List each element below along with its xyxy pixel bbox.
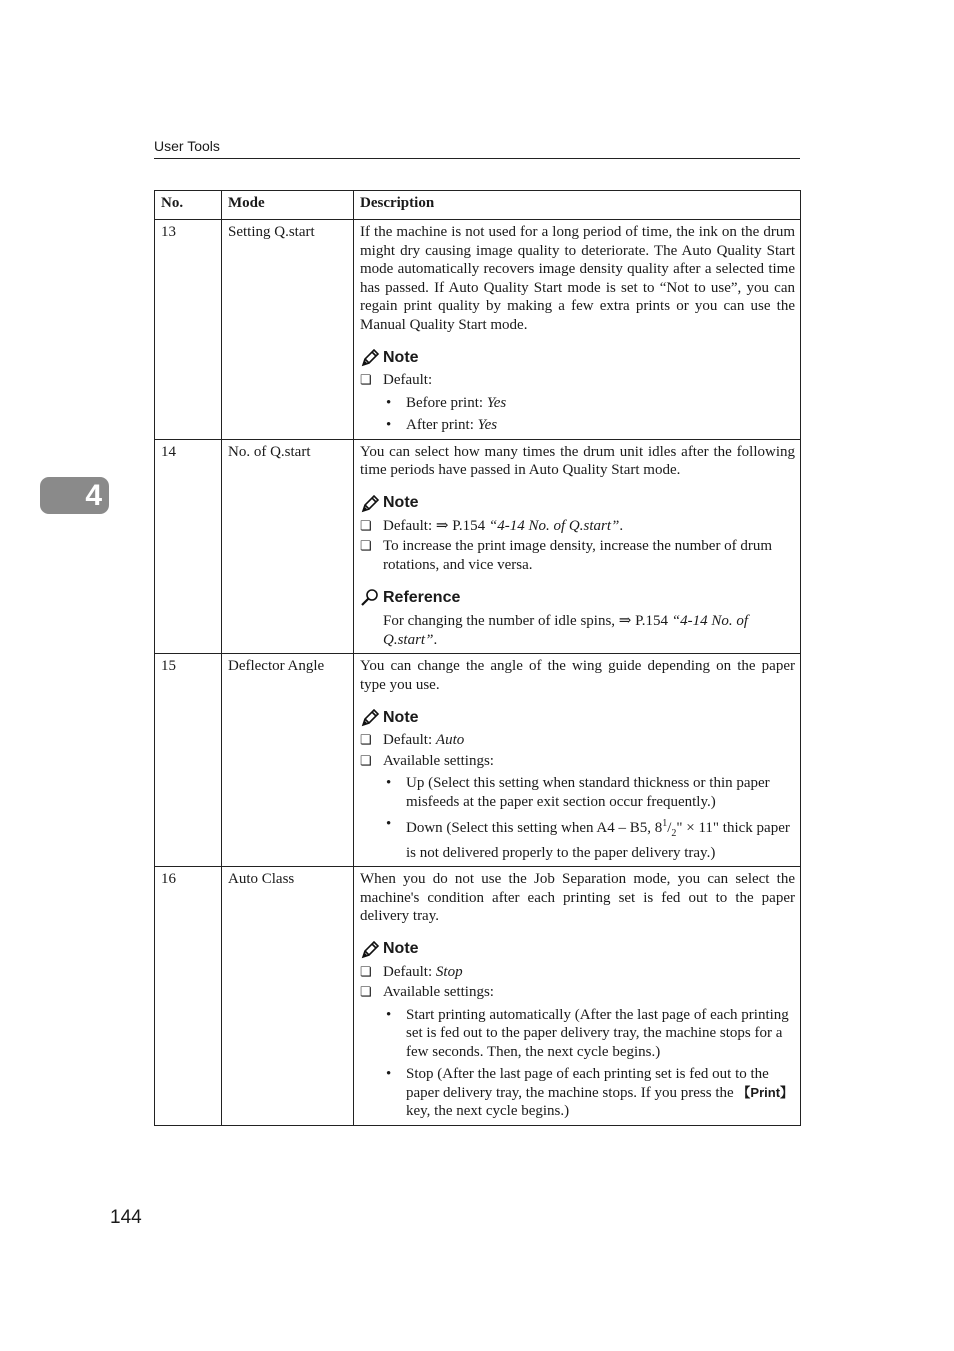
- bullet-item: • Up (Select this setting when standard thickness or thin paper misfeeds at the paper exit section occur frequently.): [383, 774, 795, 811]
- print-key-label: 【Print】: [737, 1084, 794, 1100]
- header-no: No.: [155, 191, 222, 220]
- row-description: [354, 867, 801, 1126]
- note-heading: [360, 939, 795, 961]
- table-row: [155, 867, 801, 1126]
- description-text: If the machine is not used for a long period of time, the ink on the drum might dry causing image quality to deteriorate. The Auto Quality Start mode automatically recovers image density quality after a selected time has passed. If Auto Quality Start mode is set to “Not to use”, you can regain print quality by making a few extra prints or you can use the Manual Quality Start mode.: [360, 224, 795, 333]
- pencil-note-icon: [360, 348, 380, 368]
- note-item: ❏ Default: Stop: [360, 963, 795, 982]
- running-header: User Tools: [154, 138, 220, 154]
- note-list: [360, 517, 795, 575]
- row-mode: Setting Q.start: [222, 220, 354, 440]
- bullet-list: [383, 394, 795, 435]
- header-rule: [154, 158, 800, 159]
- note-heading: [360, 493, 795, 515]
- row-description: [354, 654, 801, 867]
- bullet-item: • Down (Select this setting when A4 – B5, $8^1/_2$" × 11" thick paper is not delivered properly to the paper delivery tray.): [383, 815, 795, 862]
- header-mode: Mode: [222, 191, 354, 220]
- row-no: 15: [155, 654, 222, 867]
- cross-reference-link[interactable]: “4-14 No. of Q.start”: [383, 613, 749, 648]
- description-text: You can change the angle of the wing guide depending on the paper type you use.: [360, 658, 795, 693]
- note-label: Note: [383, 940, 419, 958]
- note-label: Note: [383, 494, 419, 512]
- note-item: ❏ Available settings: • Up (Select this setting when standard thickness or thin paper misfeeds at the paper exit section occur frequently.) • Down (Select this setting when A4 – B5, $8^1/_2$" × 11" thick paper is not delivered properly to the paper delivery tray.): [360, 752, 795, 863]
- reference-text: For changing the number of idle spins, ⇒ P.154 “4-14 No. of Q.start”.: [383, 613, 749, 648]
- note-list: [360, 371, 795, 435]
- reference-label: Reference: [383, 588, 461, 606]
- bullet-list: [383, 774, 795, 862]
- description-text: You can select how many times the drum unit idles after the following time periods have passed in Auto Quality Start mode.: [360, 443, 795, 478]
- row-mode: Auto Class: [222, 867, 354, 1126]
- note-label: Note: [383, 348, 419, 366]
- chapter-number: 4: [85, 479, 102, 512]
- note-label: Note: [383, 708, 419, 726]
- row-no: 13: [155, 220, 222, 440]
- row-no: 14: [155, 439, 222, 654]
- bullet-item: • Before print: Yes: [383, 394, 795, 413]
- note-list: [360, 963, 795, 1121]
- pencil-note-icon: [360, 708, 380, 728]
- chapter-tab: [40, 477, 109, 514]
- table-row: [155, 220, 801, 440]
- pencil-note-icon: [360, 494, 380, 514]
- row-mode: No. of Q.start: [222, 439, 354, 654]
- table-row: [155, 439, 801, 654]
- row-no: 16: [155, 867, 222, 1126]
- note-item: ❏ Default: Auto: [360, 731, 795, 750]
- note-heading: [360, 347, 795, 369]
- magnifier-reference-icon: [360, 588, 380, 608]
- table-header-row: [155, 191, 801, 220]
- note-item: ❏ Available settings: • Start printing automatically (After the last page of each printing set is fed out to the paper delivery tray, the machine stops for a few seconds. Then, the next cycle begins.) • Stop (After the last page of each printing set is fed out to the paper delivery tray, the machine stops. If you press the 【Print】 key, the next cycle begins.): [360, 983, 795, 1121]
- note-item: ❏ Default: ⇒ P.154 “4-14 No. of Q.start”.: [360, 517, 795, 536]
- user-tools-table: [154, 190, 801, 1126]
- page-number: 144: [110, 1207, 142, 1228]
- reference-heading: [360, 587, 795, 609]
- bullet-list: [383, 1006, 795, 1121]
- bullet-item: • Stop (After the last page of each printing set is fed out to the paper delivery tray, the machine stops. If you press the 【Print】 key, the next cycle begins.): [383, 1065, 795, 1121]
- pencil-note-icon: [360, 940, 380, 960]
- header-description: Description: [354, 191, 801, 220]
- cross-reference-link[interactable]: “4-14 No. of Q.start”: [488, 517, 620, 534]
- bullet-item: • Start printing automatically (After the last page of each printing set is fed out to the paper delivery tray, the machine stops for a few seconds. Then, the next cycle begins.): [383, 1006, 795, 1062]
- note-list: [360, 731, 795, 862]
- note-item: ❏ Default: • Before print: Yes • After print: Yes: [360, 371, 795, 435]
- description-text: When you do not use the Job Separation mode, you can select the machine's condition after each printing set is fed out to the paper delivery tray.: [360, 871, 795, 924]
- row-description: [354, 439, 801, 654]
- bullet-item: • After print: Yes: [383, 416, 795, 435]
- note-item: ❏ To increase the print image density, increase the number of drum rotations, and vice versa.: [360, 537, 795, 574]
- table-row: [155, 654, 801, 867]
- note-heading: [360, 707, 795, 729]
- row-mode: Deflector Angle: [222, 654, 354, 867]
- row-description: [354, 220, 801, 440]
